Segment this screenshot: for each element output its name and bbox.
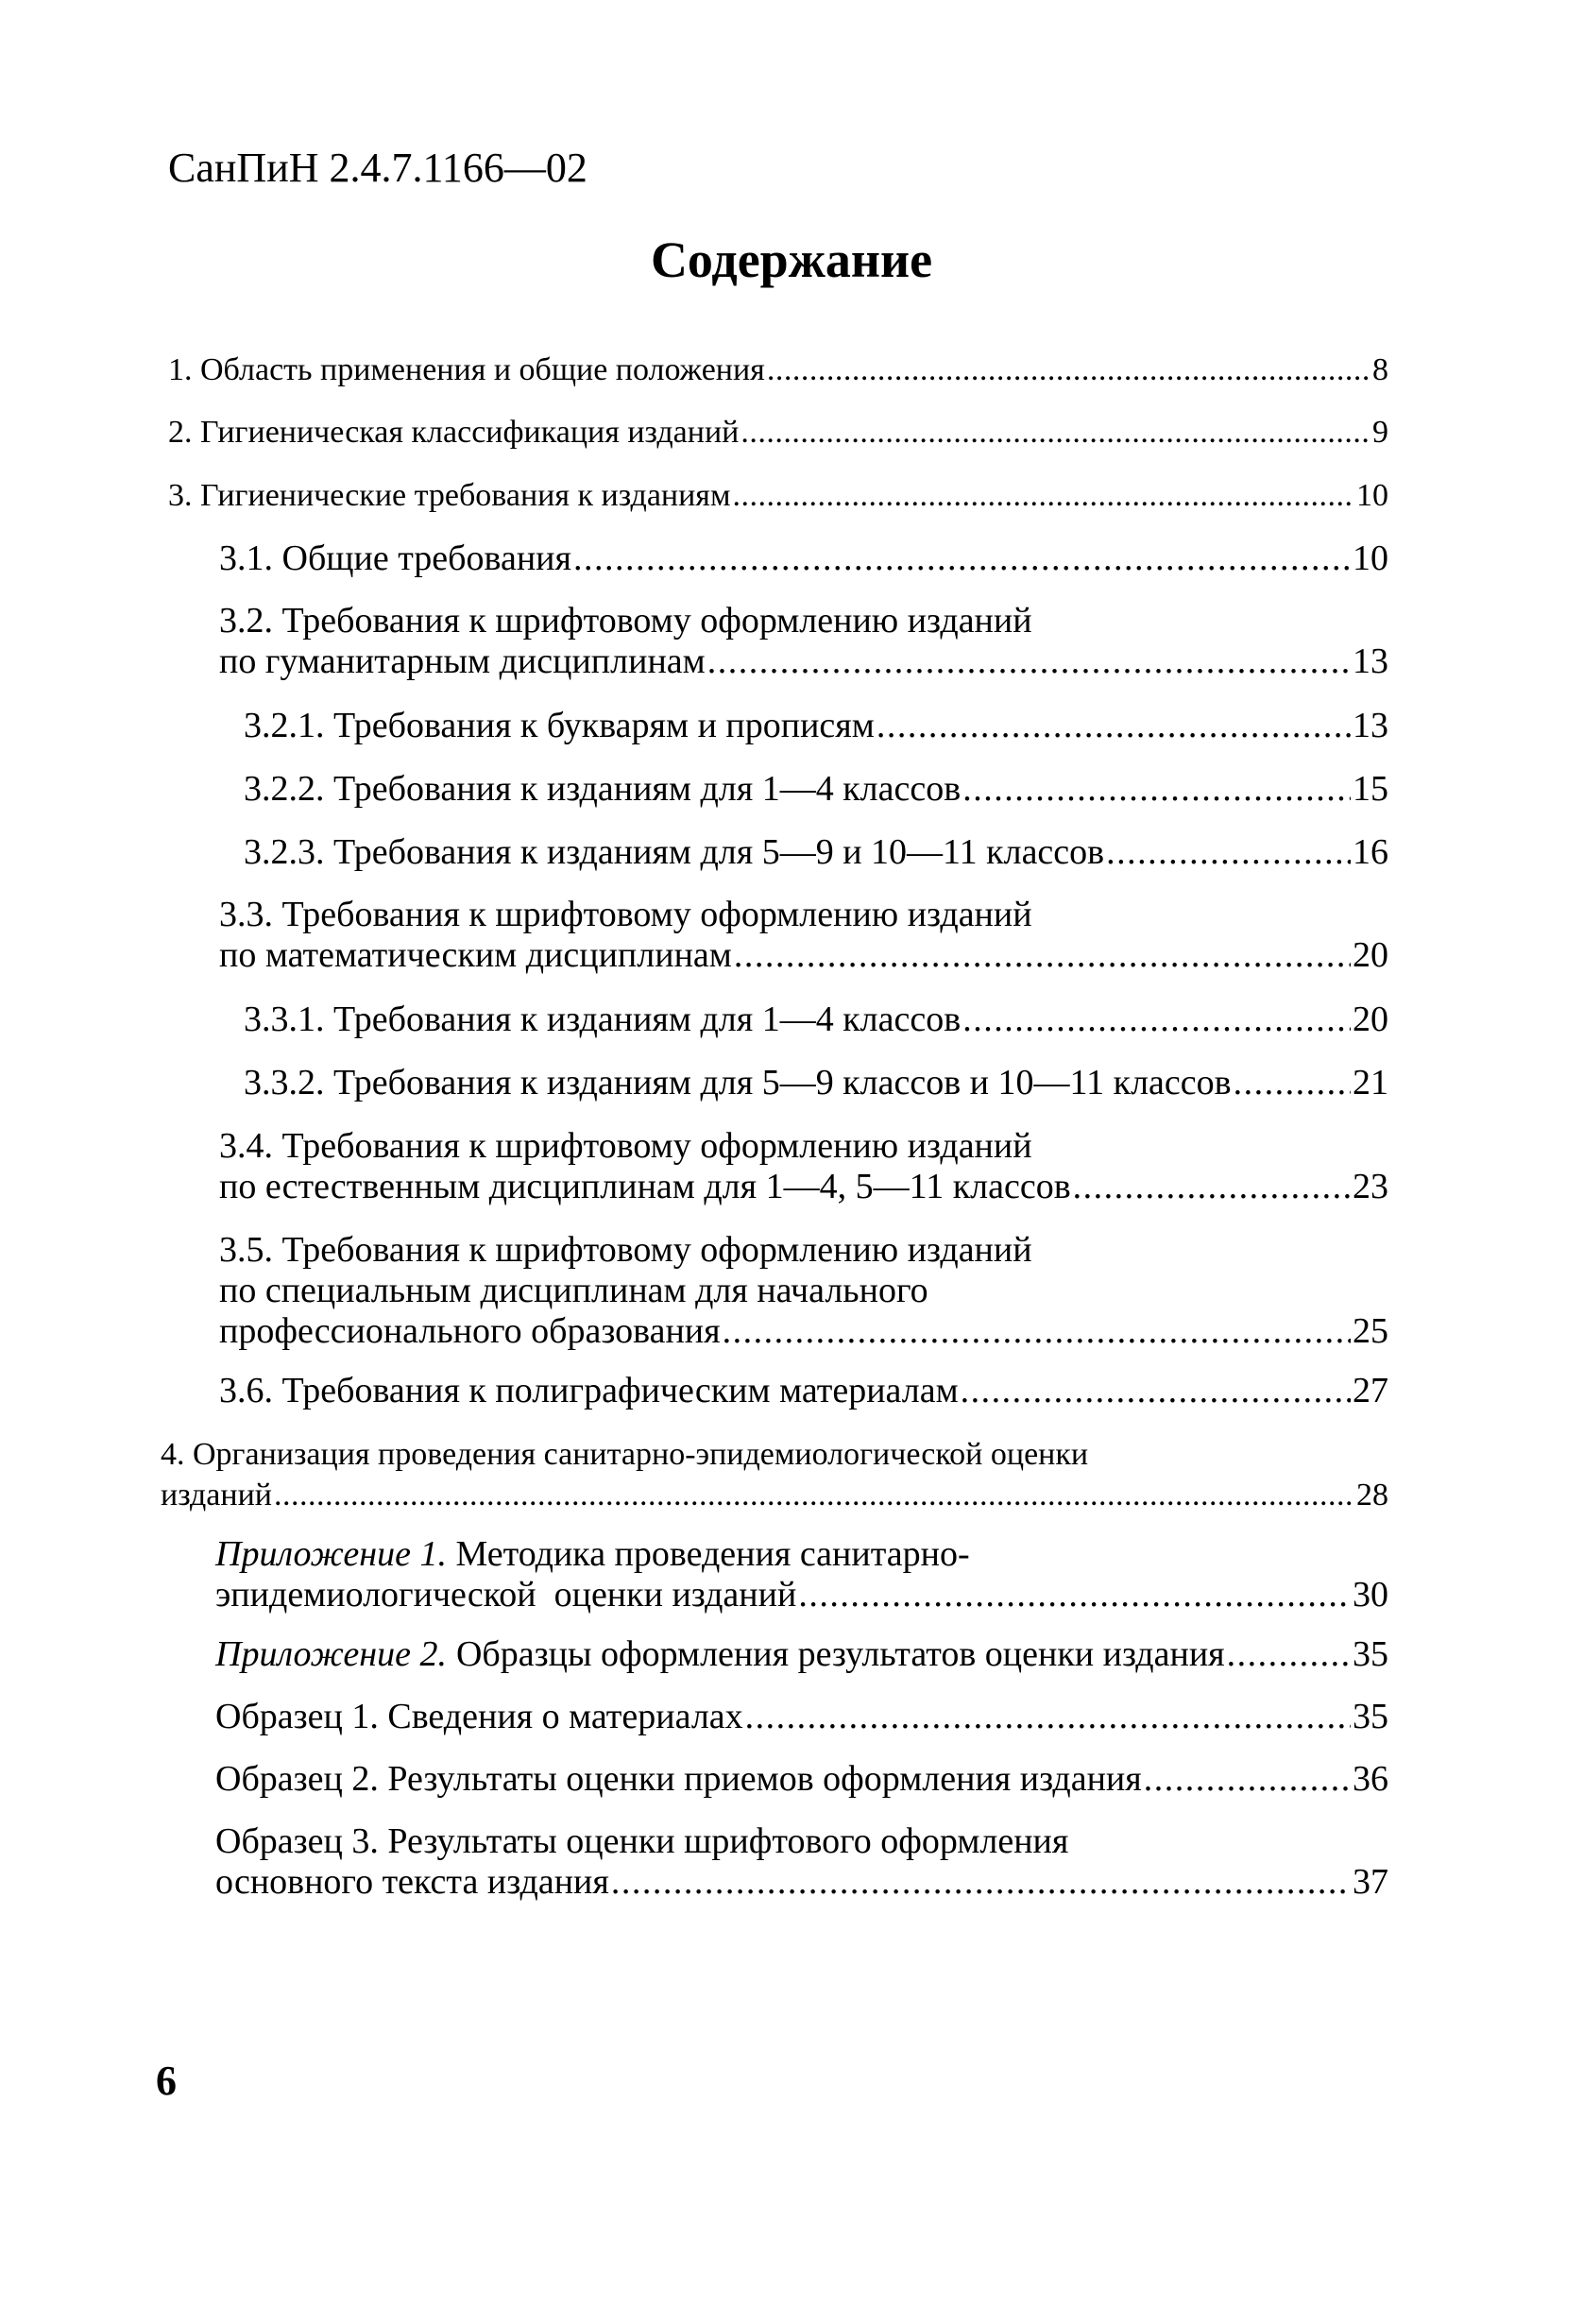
toc-entry [244, 769, 1388, 810]
toc-entry [168, 412, 1388, 453]
toc-entry [215, 1821, 1388, 1903]
toc-entry-text: основного текста издания [215, 1862, 609, 1902]
appendix-label: Приложение 1. [215, 1534, 447, 1574]
toc-entry-text: 3. Гигиенические требования к изданиям [168, 478, 731, 513]
toc-entry-text: по естественным дисциплинам для 1—4, 5—11 классов [219, 1167, 1071, 1206]
dot-leader [732, 475, 1354, 516]
toc-entry-text: Образцы оформления результатов оценки издания [455, 1634, 1225, 1674]
toc-entry-text-line1: 4. Организация проведения санитарно-эпидемиологической оценки [161, 1437, 1089, 1472]
toc-entry-text: 3.2.2. Требования к изданиям для 1—4 классов [244, 769, 962, 809]
page-number: 6 [156, 2058, 177, 2104]
toc-entry-text-line2: по специальным дисциплинам для начального [219, 1271, 928, 1310]
toc-entry-page: 21 [1353, 1063, 1388, 1102]
toc-entry-text: 2. Гигиеническая классификация изданий [168, 415, 740, 450]
toc-entry [168, 350, 1388, 390]
toc-entry-text: профессионального образования [219, 1311, 721, 1351]
toc-entry-text-line1: 3.4. Требования к шрифтовому оформлению изданий [219, 1126, 1032, 1166]
toc-entry-page: 30 [1353, 1575, 1388, 1615]
dot-leader [707, 641, 1351, 682]
toc-entry-text: 3.6. Требования к полиграфическим материалам [219, 1371, 959, 1410]
toc-entry [215, 1759, 1388, 1800]
toc-entry-page: 35 [1353, 1697, 1388, 1736]
dot-leader [1227, 1634, 1351, 1675]
toc-entry-text-line1: 3.2. Требования к шрифтовому оформлению изданий [219, 601, 1032, 641]
toc-entry-text: по математическим дисциплинам [219, 935, 732, 975]
toc-entry-page: 8 [1372, 352, 1388, 387]
dot-leader [734, 935, 1351, 976]
dot-leader [962, 1000, 1351, 1040]
toc-entry [215, 1534, 1388, 1615]
toc-entry-page: 23 [1353, 1167, 1388, 1206]
toc-entry-page: 35 [1353, 1634, 1388, 1674]
toc-entry-text: 3.3.2. Требования к изданиям для 5—9 классов и 10—11 классов [244, 1063, 1232, 1102]
toc-entry-page: 27 [1353, 1371, 1388, 1410]
toc-entry-text: Образец 1. Сведения о материалах [215, 1697, 743, 1736]
toc-entry [219, 1230, 1388, 1352]
toc-entry-page: 28 [1356, 1478, 1388, 1512]
document-code-header: СанПиН 2.4.7.1166—02 [168, 145, 587, 191]
dot-leader [723, 1311, 1351, 1352]
toc-entry-page: 36 [1353, 1759, 1388, 1799]
dot-leader [274, 1475, 1354, 1515]
toc-entry [219, 601, 1388, 682]
toc-entry [244, 1063, 1388, 1103]
toc-entry [215, 1634, 1388, 1675]
dot-leader [1234, 1063, 1351, 1103]
toc-entry [168, 475, 1388, 516]
dot-leader [573, 538, 1351, 579]
toc-entry-text: по гуманитарным дисциплинам [219, 641, 706, 681]
toc-entry-page: 15 [1353, 769, 1388, 809]
toc-entry [161, 1434, 1388, 1515]
toc-entry [219, 1371, 1388, 1411]
toc-entry-page: 10 [1353, 538, 1388, 578]
dot-leader [1106, 832, 1351, 873]
toc-entry-text-line1: Образец 3. Результаты оценки шрифтового оформления [215, 1821, 1069, 1861]
toc-entry-page: 20 [1353, 1000, 1388, 1039]
toc-entry-text: эпидемиологической оценки изданий [215, 1575, 797, 1615]
dot-leader [767, 350, 1370, 390]
dot-leader [877, 706, 1351, 746]
dot-leader [961, 1371, 1351, 1411]
dot-leader [1073, 1167, 1351, 1207]
dot-leader [740, 412, 1370, 453]
toc-entry-text: 3.1. Общие требования [219, 538, 571, 578]
toc-entry-text: 3.2.3. Требования к изданиям для 5—9 и 10—11 классов [244, 832, 1105, 872]
toc-entry [219, 895, 1388, 976]
toc-title: Содержание [650, 231, 933, 288]
toc-entry [244, 832, 1388, 873]
toc-entry-text-line1: Методика проведения санитарно- [455, 1534, 970, 1574]
toc-entry-text-line1: 3.3. Требования к шрифтовому оформлению изданий [219, 895, 1032, 934]
appendix-label: Приложение 2. [215, 1634, 447, 1674]
dot-leader [962, 769, 1351, 810]
toc-entry [244, 706, 1388, 746]
toc-entry [219, 1126, 1388, 1207]
toc-entry-page: 16 [1353, 832, 1388, 872]
toc-entry-text: Образец 2. Результаты оценки приемов оформления издания [215, 1759, 1142, 1799]
toc-entry-text: 3.3.1. Требования к изданиям для 1—4 классов [244, 1000, 962, 1039]
toc-entry-text: 1. Область применения и общие положения [168, 352, 765, 387]
toc-entry-page: 13 [1353, 706, 1388, 745]
toc-entry-text: 3.2.1. Требования к букварям и прописям [244, 706, 875, 745]
toc-entry-text: изданий [161, 1478, 272, 1512]
toc-entry-page: 20 [1353, 935, 1388, 975]
toc-entry-page: 9 [1372, 415, 1388, 450]
toc-entry [215, 1697, 1388, 1737]
dot-leader [611, 1862, 1351, 1903]
toc-entry-page: 13 [1353, 641, 1388, 681]
dot-leader [798, 1575, 1351, 1615]
toc-entry [244, 1000, 1388, 1040]
toc-entry-page: 25 [1353, 1311, 1388, 1351]
toc-entry-text-line1: 3.5. Требования к шрифтовому оформлению изданий [219, 1230, 1032, 1270]
toc-entry [219, 538, 1388, 579]
dot-leader [745, 1697, 1351, 1737]
toc-entry-page: 10 [1356, 478, 1388, 513]
toc-entry-page: 37 [1353, 1862, 1388, 1902]
dot-leader [1144, 1759, 1351, 1800]
